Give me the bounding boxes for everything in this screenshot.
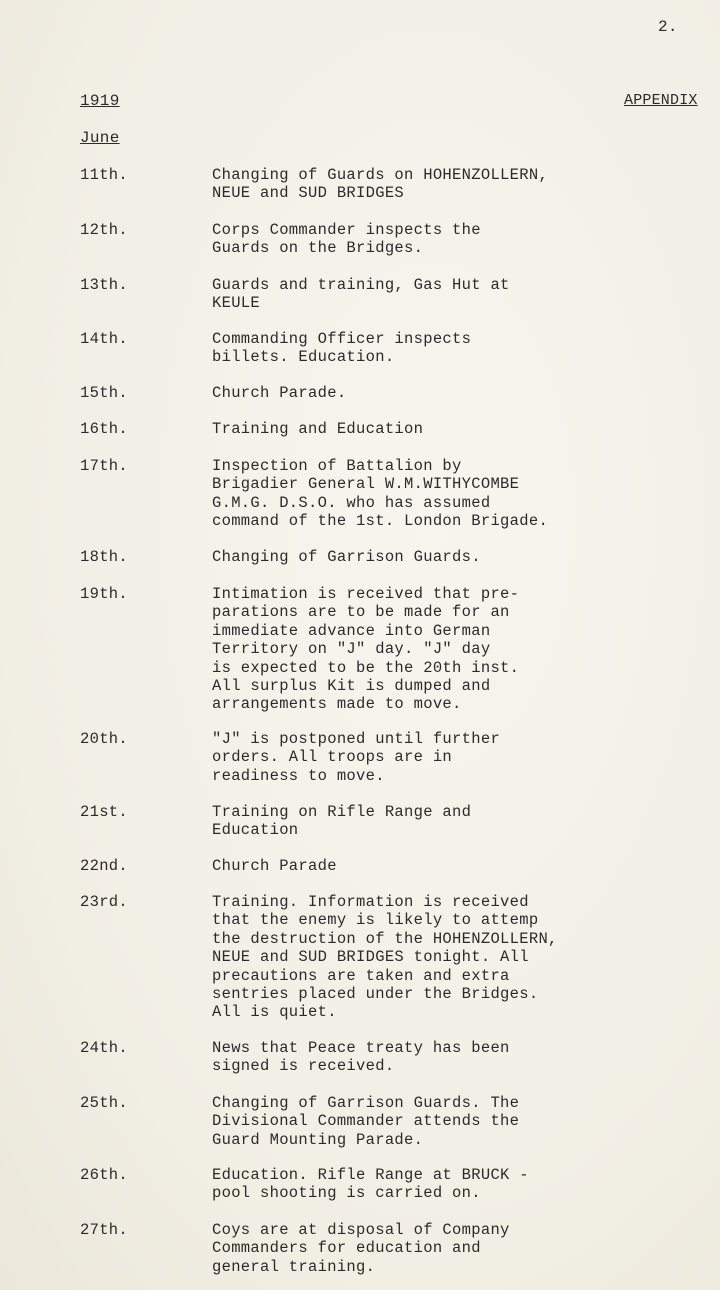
entry-date: 16th. xyxy=(80,420,129,438)
month-heading: June xyxy=(80,129,120,147)
entry-date: 18th. xyxy=(80,548,129,566)
entry-text: News that Peace treaty has been signed is received. xyxy=(212,1039,510,1076)
entry-text: Intimation is received that pre- parations are to be made for an immediate advance into German Territory on "J" day. "J" day is expected to be the 20th inst. All surplus Kit is dumped and arrangements made to move. xyxy=(212,585,520,714)
entry-text: Training and Education xyxy=(212,420,424,438)
entry-text: Changing of Garrison Guards. xyxy=(212,548,481,566)
year-heading: 1919 xyxy=(80,92,120,110)
entry-text: Inspection of Battalion by Brigadier General W.M.WITHYCOMBE G.M.G. D.S.O. who has assumed command of the 1st. London Brigade. xyxy=(212,457,549,531)
entry-text: Church Parade. xyxy=(212,384,347,402)
entry-text: Education. Rifle Range at BRUCK - pool shooting is carried on. xyxy=(212,1166,529,1203)
entry-text: Corps Commander inspects the Guards on the Bridges. xyxy=(212,221,481,258)
entry-date: 24th. xyxy=(80,1039,129,1057)
entry-date: 27th. xyxy=(80,1221,129,1239)
entry-date: 19th. xyxy=(80,585,129,603)
entry-date: 15th. xyxy=(80,384,129,402)
entry-text: Guards and training, Gas Hut at KEULE xyxy=(212,276,510,313)
appendix-label: APPENDIX xyxy=(624,92,698,109)
entry-text: Training. Information is received that the enemy is likely to attemp the destruction of the HOHENZOLLERN, NEUE and SUD BRIDGES tonight. All precautions are taken and extra sentries placed under the Bridges. All is quiet. xyxy=(212,893,558,1022)
entry-text: "J" is postponed until further orders. All troops are in readiness to move. xyxy=(212,730,501,785)
entry-date: 14th. xyxy=(80,330,129,348)
entry-text: Training on Rifle Range and Education xyxy=(212,803,472,840)
entry-text: Coys are at disposal of Company Commanders for education and general training. xyxy=(212,1221,510,1276)
entry-date: 25th. xyxy=(80,1094,129,1112)
entry-date: 22nd. xyxy=(80,857,129,875)
entry-date: 23rd. xyxy=(80,893,129,911)
page-number: 2. xyxy=(658,18,678,36)
entry-text: Changing of Guards on HOHENZOLLERN, NEUE and SUD BRIDGES xyxy=(212,166,549,203)
entry-date: 17th. xyxy=(80,457,129,475)
entry-date: 13th. xyxy=(80,276,129,294)
entry-date: 26th. xyxy=(80,1166,129,1184)
entry-text: Changing of Garrison Guards. The Divisional Commander attends the Guard Mounting Parade. xyxy=(212,1094,520,1149)
entry-text: Church Parade xyxy=(212,857,337,875)
entry-date: 12th. xyxy=(80,221,129,239)
entry-text: Commanding Officer inspects billets. Education. xyxy=(212,330,472,367)
entry-date: 11th. xyxy=(80,166,129,184)
entry-date: 21st. xyxy=(80,803,129,821)
entry-date: 20th. xyxy=(80,730,129,748)
